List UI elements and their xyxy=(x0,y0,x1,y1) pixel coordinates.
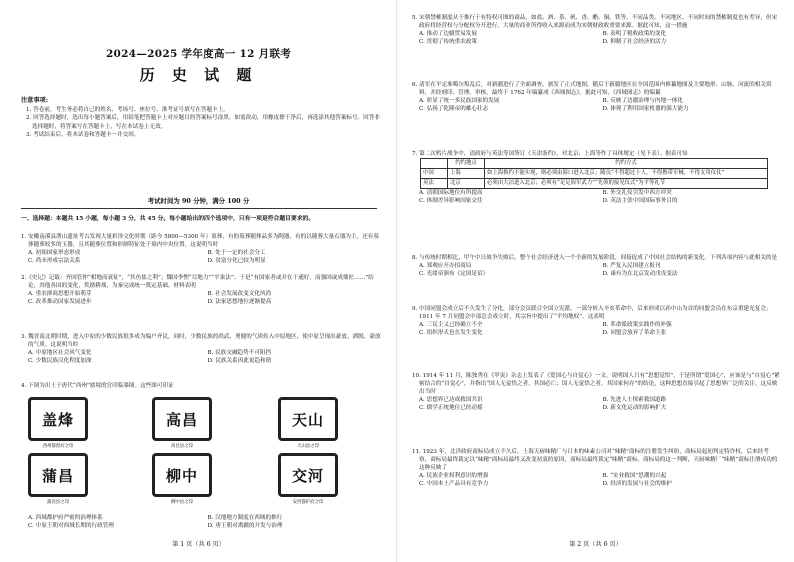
option-a: A. 西域都护府严密的治理体系 xyxy=(28,515,103,521)
option-a: A. 三民主义已经确立不全 xyxy=(419,322,483,329)
seal-image xyxy=(28,397,88,449)
question-stem: 2.《史记》记载：齐国管仲“相地而衰征”，“其鱼盐之利”；魏国李悝“尽地力”“平籴法”；于是“有国家者或并在于通好，而强国或成鼎匠……”结论，其他各国的变化，奖励耕战，为秦完成统一奠定基础。材料表明 xyxy=(21,275,374,290)
table-header: 约约方式 xyxy=(485,159,768,169)
page-footer: 第 1 页（共 6 页） xyxy=(172,541,225,548)
option-b: B. 表明了税收政策的变化 xyxy=(602,31,667,38)
option-d: D. 体现了利用国家机器的强大能力 xyxy=(602,106,689,113)
option-a: A. 清朝国际地位有所提高 xyxy=(419,190,483,197)
option-d: D. 民族关系因此更趋和谐 xyxy=(207,358,272,365)
option-a: A. 民族企业权利意识的增强 xyxy=(419,473,489,480)
option-a: A. 郑观应开办招商局 xyxy=(419,263,472,270)
option-b: B. 汉地地方制度在西域的推行 xyxy=(207,515,283,521)
option-b: B. 先进人士探索救国道路 xyxy=(602,397,667,404)
question-11 xyxy=(412,448,780,488)
option-b: B. 严复入民国建立报刊 xyxy=(602,263,661,270)
question-4 xyxy=(21,382,381,390)
seal-image xyxy=(28,453,88,505)
option-d: D. 经济的发展与社会的维护 xyxy=(602,481,672,488)
option-c: C. 少数民族汉化程度加深 xyxy=(28,358,92,365)
option-b: B. “实业救国”思潮的兴起 xyxy=(602,473,667,480)
option-b: B. 社会发展改变文化风尚 xyxy=(207,291,272,298)
question-8 xyxy=(412,254,780,278)
seal-caption: 高昌县之印 xyxy=(171,444,193,449)
seal-glyph: 柳中 xyxy=(152,453,212,497)
seal-caption: 柳中县之印 xyxy=(171,500,193,505)
option-d: D. 法家思想地位逐渐提高 xyxy=(207,299,272,306)
seal-glyph: 蒲昌 xyxy=(28,453,88,497)
question-5 xyxy=(412,14,780,46)
question-stem: 5. 宋朝禁榷制度从于推行于有特权可图的商品，如盐、酒、茶、矾、香、醋、铜、铁等，不同品类、不同地区、不同时间的禁榷制度也有差异，但宋政府将经营权与分配权分开进行，大量的商业所得收入来源而成为宋朝财政收重要来源。据此可知，这一措施 xyxy=(412,15,778,30)
exam-title: 2024—2025 学年度高一 12 月联考 xyxy=(105,48,292,60)
seal-image xyxy=(278,453,338,505)
table-cell: 中国 xyxy=(421,169,448,179)
question-stem: 9. 中国同盟会成立后不久发生了分化，部分会员联合全国立宪派，一部分转入辛亥革命中，后来形成以孙中山为首的同盟会员在东京重建光复会；1911 年 7 月同盟会中部总会成立时，其宗旨中提出了“平均地权”。这表明 xyxy=(412,306,772,321)
option-a: A. 重农抑商思想开始萌芽 xyxy=(28,291,92,298)
option-d: D. 英法主张中国国际事务目的 xyxy=(602,198,678,205)
notes-block xyxy=(21,97,383,139)
option-d: D. 贫富分化已较为明显 xyxy=(207,258,266,265)
seal-caption: 安西都护府之印 xyxy=(292,500,324,505)
option-a: A. 中原地区社会风气变化 xyxy=(28,350,92,357)
seal-caption: 蒲昌县之印 xyxy=(47,500,69,505)
option-c: C. 儒学正统地位已经动摇 xyxy=(419,405,483,412)
section-divider xyxy=(21,208,377,209)
question-stem: 7. 第二次鸦片战争中，清政府与英法等国签订《天津条约》，对北京、上海等作了具体规定（见下表）。据表可知 xyxy=(412,151,688,157)
notes-item: 2. 回答选择题时，选出每小题答案后，用铅笔把答题卡上对应题目的答案标号涂黑。如需改动，用橡皮擦干净后，再选涂其他答案标号。回答非选择题时，将答案写在答题卡上，写在本试卷上无效。 xyxy=(26,115,380,130)
notes-item: 1. 答卷前，考生务必将自己的姓名、考场号、座位号、准考证号填写在答题卡上。 xyxy=(26,107,229,114)
option-c: C. 中国本土产品具有竞争力 xyxy=(419,481,489,488)
option-d: D. 唐王朝对离疆的开发与治理 xyxy=(207,523,283,530)
question-stem: 3. 魏晋南北朝时期，进入中原的少数民族很多成为编户齐民，同时，少数民族的尚武、勇健的气质传入中原地区，使中原呈现出豪放、洒脱、豪放的气质。这说明当时 xyxy=(21,334,381,349)
question-stem: 4. 下图为出土于唐代“西州”辖境的官印临摹图。这些图可印证 xyxy=(21,383,174,389)
option-a: A. 推动了边疆贸易发展 xyxy=(419,31,477,38)
option-a: A. 思想界已达成救国共识 xyxy=(419,397,483,404)
question-3 xyxy=(21,333,381,365)
question-9 xyxy=(412,305,780,337)
table-row xyxy=(421,179,768,189)
question-stem: 1. 安徽南溪县凿山遗址考古发现大量彩泽文化时期（距今 5800—5300 年）墓葬，有的墓葬随葬品多为陶器，有的以随葬大量石器为主，还有墓葬随葬较多的玉器，且其随葬位置和形制特征处于墓内中央位置。这说明当时 xyxy=(21,234,379,249)
question-stem: 11. 1923 年，北洋政府商标局成立不久后，上海天厨味精厂与日本的味素公司对“味精”商标的注册发生纠纷，商标局起初判定特许权，后来经考察，商标局最终裁定以“味精”商标局最终又改变初衷的原因，商标局最终裁定“味精”商标。商标局的这一判断，天厨味精厂“味精”商标注册成功的这种反映了 xyxy=(412,449,778,472)
seal-caption: 天山县之印 xyxy=(297,444,319,449)
table-cell: 英法 xyxy=(421,179,448,189)
option-c: C. 贯彻了传统重农政策 xyxy=(419,39,477,46)
question-6 xyxy=(412,81,780,113)
question-2 xyxy=(21,274,381,306)
option-d: D. 同盟会放弃了革命主张 xyxy=(602,330,667,337)
option-d: D. 新文化运动的影响扩大 xyxy=(602,405,667,412)
question-1 xyxy=(21,233,381,265)
option-d: D. 抑制了社会经济的活力 xyxy=(602,39,667,46)
question-4-options xyxy=(21,514,381,530)
option-b: B. 处于一定的社会分工 xyxy=(207,250,266,257)
seal-image xyxy=(152,453,212,505)
option-b: B. 革命派政策实践作的补强 xyxy=(602,322,672,329)
question-stem: 6. 清军在平定准噶尔叛乱后，对新疆进行了全面调查，颁发了正式地图，随后于新疆地区在全国范围内修纂地图及主要地形、山脉、河流的相关资料，并经刻印、管理、审核，最终于 1762 年编纂成《西域图志》。据此可知，《西域图志》的编纂 xyxy=(412,82,772,97)
page-divider xyxy=(396,0,397,562)
seal-image xyxy=(278,397,338,449)
option-c: C. 弘扬了乾隆帝的雄心壮志 xyxy=(419,106,489,113)
table-header xyxy=(421,159,448,169)
option-a: A. 彰显了统一多民族国家的发展 xyxy=(419,98,500,105)
option-b: B. 反映了边疆治理与内地一体化 xyxy=(602,98,683,105)
option-b: B. 民族交融趋势不可阻挡 xyxy=(207,350,272,357)
option-a: A. 初始国家形态形成 xyxy=(28,250,81,257)
question-10 xyxy=(412,372,780,412)
section-heading: 一、选择题：本题共 15 小题，每小题 3 分，共 45 分。每小题给出的四个选项中，只有一项是符合题目要求的。 xyxy=(21,216,315,222)
option-c: C. 光绪帝颁布《定国是诏》 xyxy=(419,271,489,278)
table-cell: 北京 xyxy=(448,179,485,189)
exam-time-line: 考试时间为 90 分钟，满分 100 分 xyxy=(147,197,250,205)
question-7 xyxy=(412,150,780,205)
option-c: C. 组织形式也在发生变化 xyxy=(419,330,483,337)
option-d: D. 康有为在北京发动戊戌变法 xyxy=(602,271,678,278)
treaty-table xyxy=(420,158,768,189)
seal-caption: 西州都督府之印 xyxy=(42,444,74,449)
table-header: 约约地点 xyxy=(448,159,485,169)
table-cell: 如上海换约不能实现，则必须由海口进入北京；随员“不得超过十人，不得携带军械，不得支用仪仗” xyxy=(485,169,768,179)
page-footer: 第 2 页（共 6 页） xyxy=(569,541,622,548)
notes-heading: 注意事项: xyxy=(21,97,49,104)
option-c: C. 中原王朝对西域长期的行政管理 xyxy=(28,523,114,530)
question-stem: 8. 与传统时期相比，甲午中日战争失败后，整个社会经济进入一个全新的发展阶段，间接促成了中国社会结构的新变化。下列各项内容与此相关的是 xyxy=(412,255,778,261)
table-row xyxy=(421,169,768,179)
seal-image xyxy=(152,397,212,449)
seal-glyph: 高昌 xyxy=(152,397,212,441)
option-c: C. 体制差异影响国家交往 xyxy=(419,198,483,205)
subject-title: 历 史 试 题 xyxy=(139,66,258,84)
table-cell: 必须由大沽进入北京；必须有“足足海军武力”“先领的接见仪式”为平等礼节 xyxy=(485,179,768,189)
seal-figure xyxy=(28,397,378,532)
notes-item: 3. 考试结束后，将本试卷和答题卡一并交回。 xyxy=(26,131,140,138)
option-b: B. 外交礼仪引发中西方冲突 xyxy=(602,190,672,197)
option-c: C. 尚未形成宗法关系 xyxy=(28,258,81,265)
question-stem: 10. 1914 年 11 月，陈独秀在《甲寅》杂志上发表了《爱国心与自觉心》一文，说明国人只有“思想觉悟”，于是所谓“爱国心”，应该是与“自觉心”紧密结合的“自觉心”，并指出“国人无觉悟之者，其国必亡；国人无觉悟之者，其国家何存”的结论，这种思想直接引起了思想界广泛的关注。这反映出当时 xyxy=(412,373,780,396)
seal-glyph: 盖烽 xyxy=(28,397,88,441)
seal-glyph: 交河 xyxy=(278,453,338,497)
seal-glyph: 天山 xyxy=(278,397,338,441)
option-c: C. 改革推动国家发展进步 xyxy=(28,299,92,306)
table-cell: 上海 xyxy=(448,169,485,179)
